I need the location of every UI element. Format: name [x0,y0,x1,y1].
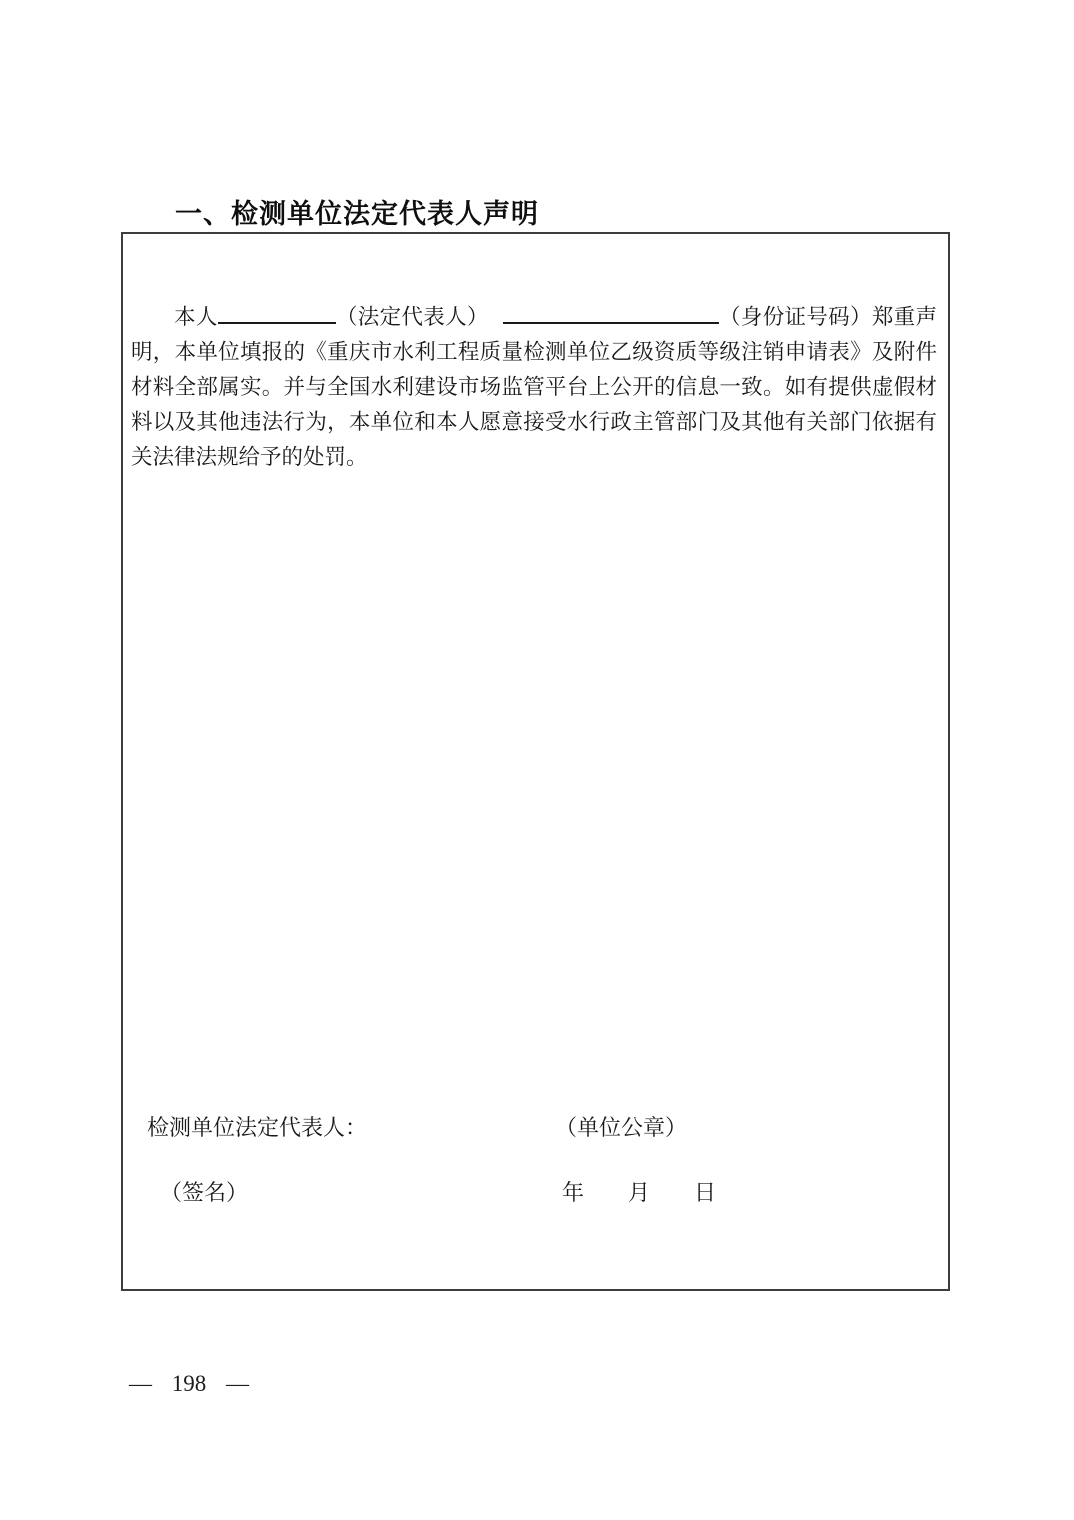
declaration-lead-text: 本人 [174,305,218,329]
signature-hint: （签名） [160,1180,249,1205]
legal-representative-name-blank [218,322,336,324]
date-line: 年 月 日 [562,1180,717,1205]
declaration-body-text: （身份证号码）郑重声明，本单位填报的《重庆市水利工程质量检测单位乙级资质等级注销申请表》及附件材料全部属实。并与全国水利建设市场监管平台上公开的信息一致。如有提供虚假材料以及其他违法行为，本单位和本人愿意接受水行政主管部门及其他有关部门依据有关法律法规给予的处罚。 [131,305,937,469]
page-title: 一、检测单位法定代表人声明 [175,199,539,229]
representative-signature-label: 检测单位法定代表人： [147,1115,368,1140]
legal-representative-label: （法定代表人） [335,305,489,329]
unit-seal-hint: （单位公章） [555,1115,688,1140]
page-number: — 198 — [129,1371,249,1396]
declaration-paragraph [131,300,937,475]
id-number-blank [503,322,719,324]
declaration-box [121,232,950,1291]
